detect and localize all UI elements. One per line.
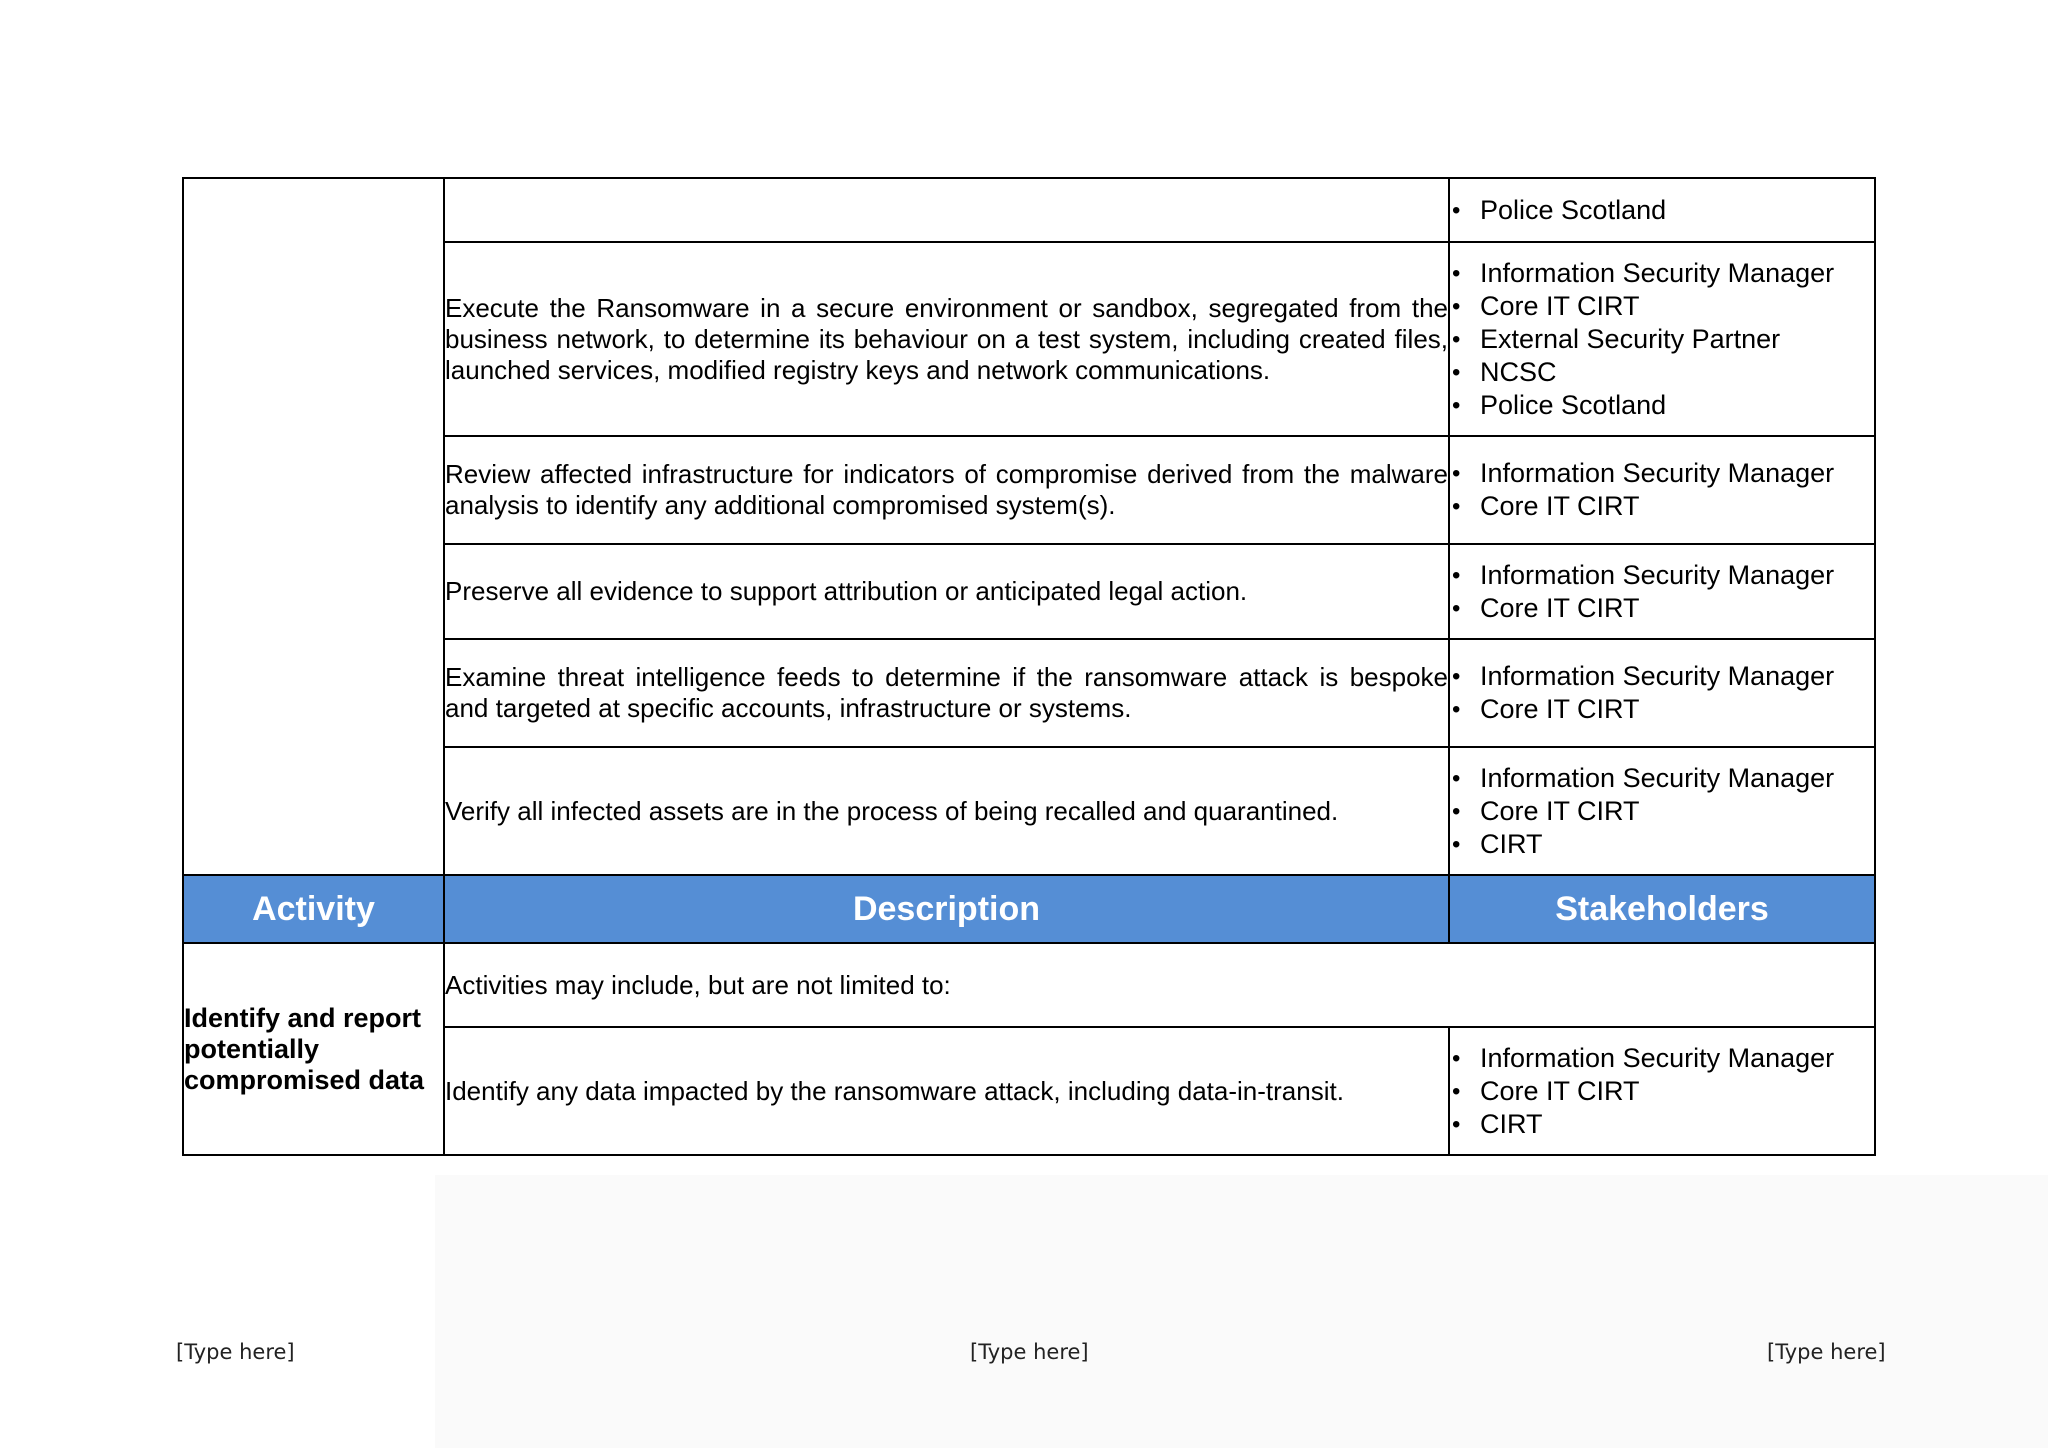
stakeholder-item: • Information Security Manager (1450, 257, 1874, 290)
footer-right[interactable]: [Type here] (1767, 1340, 1886, 1364)
stakeholder-list (1450, 457, 1874, 523)
stakeholder-item: • Police Scotland (1450, 389, 1874, 422)
procedure-table (182, 177, 1876, 1156)
stakeholder-item: • Information Security Manager (1450, 1042, 1874, 1075)
header-description: Description (444, 875, 1449, 943)
description-cell: Identify any data impacted by the ransomware attack, including data-in-transit. (444, 1027, 1449, 1155)
stakeholder-list (1450, 1042, 1874, 1141)
stakeholder-item: • Core IT CIRT (1450, 795, 1874, 828)
description-cell: Execute the Ransomware in a secure environment or sandbox, segregated from the business network, to determine its behaviour on a test system, including created files, launched services, modified registry keys and network communications. (444, 242, 1449, 436)
stakeholders-cell (1449, 639, 1875, 747)
stakeholder-item: • Police Scotland (1450, 194, 1874, 227)
stakeholders-cell (1449, 1027, 1875, 1155)
stakeholder-item: • Core IT CIRT (1450, 592, 1874, 625)
stakeholder-item: • CIRT (1450, 1108, 1874, 1141)
header-stakeholders: Stakeholders (1449, 875, 1875, 943)
table-header-row (183, 875, 1875, 943)
activity-cell: Identify and report potentially compromised data (183, 943, 444, 1155)
stakeholder-item: • Information Security Manager (1450, 762, 1874, 795)
stakeholder-item: • Information Security Manager (1450, 559, 1874, 592)
stakeholder-list (1450, 660, 1874, 726)
stakeholder-list (1450, 559, 1874, 625)
stakeholders-cell (1449, 544, 1875, 639)
stakeholders-cell (1449, 747, 1875, 875)
intro-cell: Activities may include, but are not limited to: (444, 943, 1875, 1027)
stakeholder-item: • Core IT CIRT (1450, 693, 1874, 726)
stakeholders-cell (1449, 436, 1875, 544)
table-row (183, 178, 1875, 242)
table-row (183, 943, 1875, 1027)
stakeholders-cell (1449, 178, 1875, 242)
stakeholder-item: • Core IT CIRT (1450, 1075, 1874, 1108)
stakeholders-cell (1449, 242, 1875, 436)
stakeholder-list (1450, 194, 1874, 227)
stakeholder-item: • External Security Partner (1450, 323, 1874, 356)
stakeholder-list (1450, 762, 1874, 861)
stakeholder-item: • NCSC (1450, 356, 1874, 389)
description-cell (444, 178, 1449, 242)
stakeholder-list (1450, 257, 1874, 422)
stakeholder-item: • Core IT CIRT (1450, 490, 1874, 523)
description-cell: Examine threat intelligence feeds to determine if the ransomware attack is bespoke and targeted at specific accounts, infrastructure or systems. (444, 639, 1449, 747)
description-cell: Preserve all evidence to support attribution or anticipated legal action. (444, 544, 1449, 639)
stakeholder-item: • Information Security Manager (1450, 457, 1874, 490)
description-cell: Verify all infected assets are in the process of being recalled and quarantined. (444, 747, 1449, 875)
stakeholder-item: • Information Security Manager (1450, 660, 1874, 693)
footer-center[interactable]: [Type here] (970, 1340, 1089, 1364)
stakeholder-item: • Core IT CIRT (1450, 290, 1874, 323)
description-cell: Review affected infrastructure for indicators of compromise derived from the malware analysis to identify any additional compromised system(s). (444, 436, 1449, 544)
header-activity: Activity (183, 875, 444, 943)
footer-left[interactable]: [Type here] (176, 1340, 295, 1364)
page-background-shade (435, 1175, 2048, 1448)
stakeholder-item: • CIRT (1450, 828, 1874, 861)
activity-cell-empty (183, 178, 444, 875)
